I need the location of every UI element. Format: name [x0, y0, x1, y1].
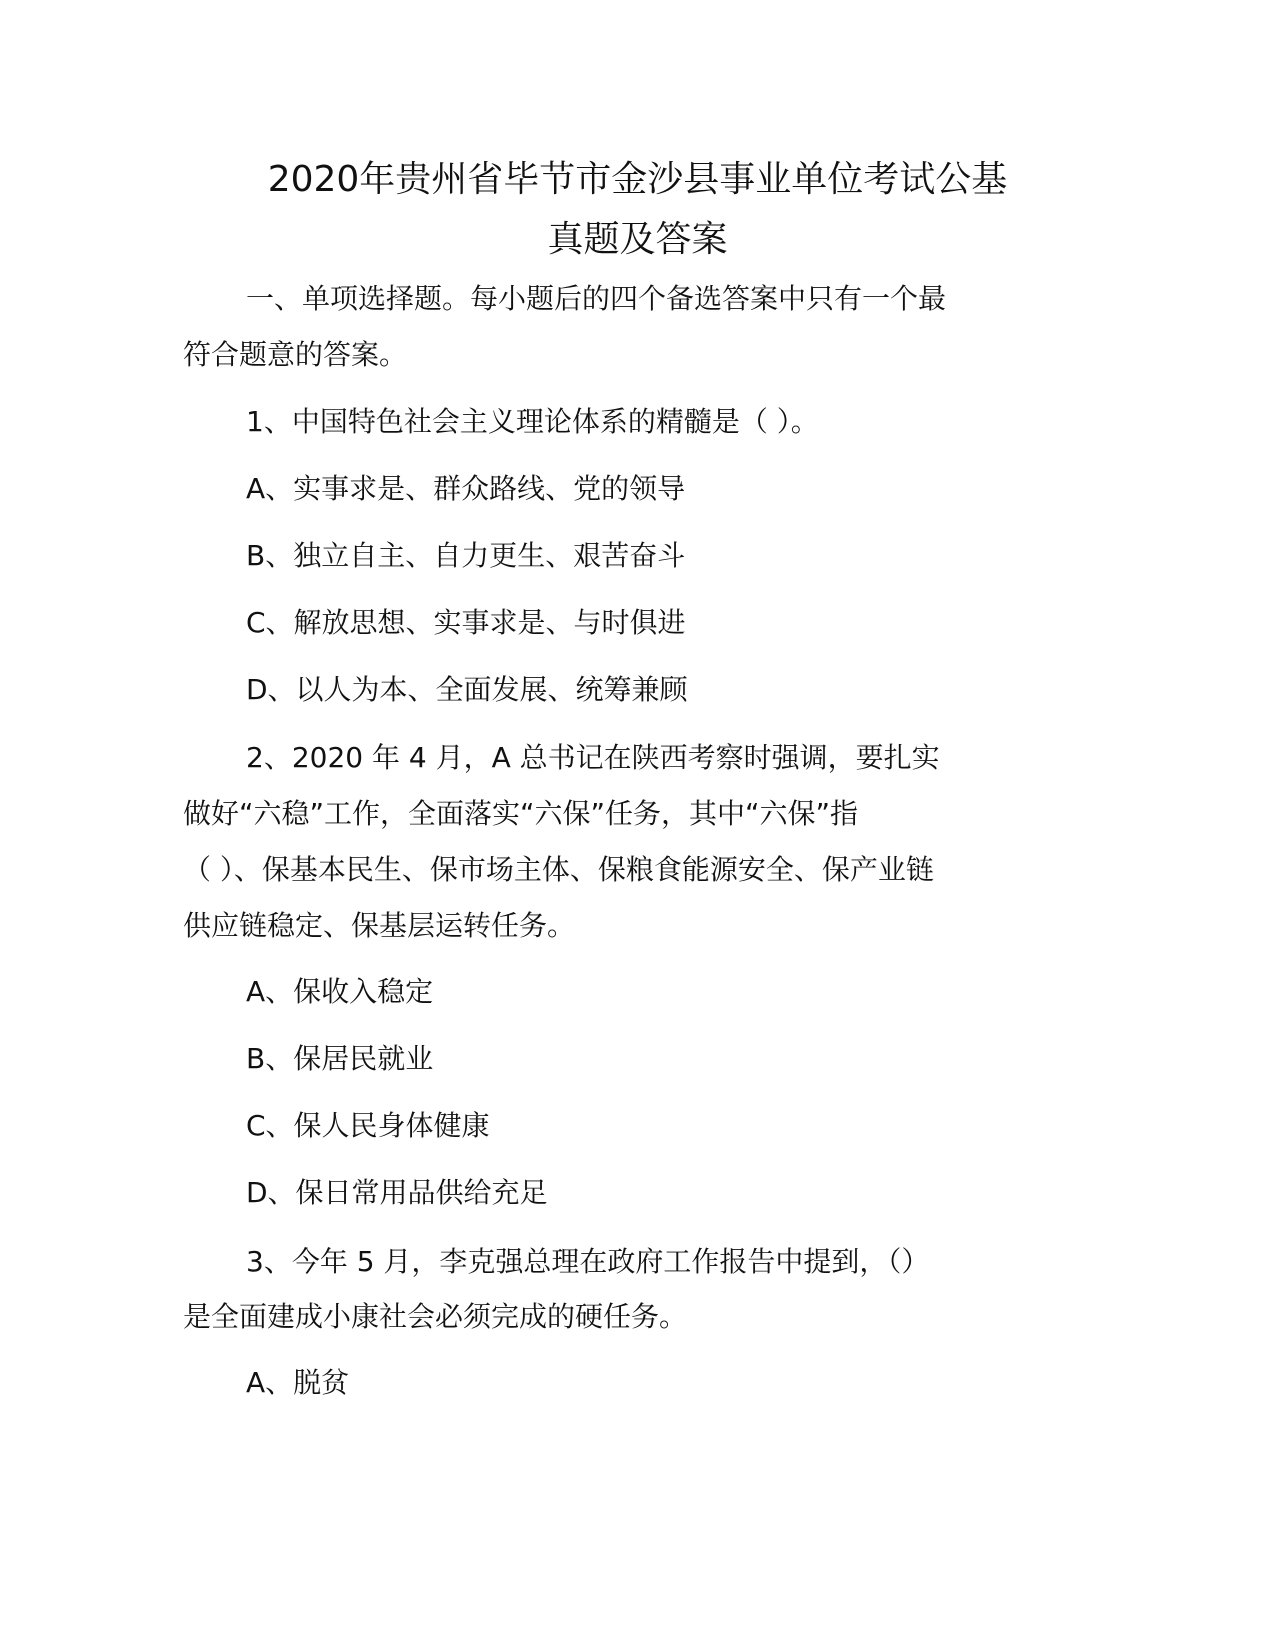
question-1-option-a: A、实事求是、群众路线、党的领导 [246, 472, 686, 505]
title-line-2: 真题及答案 [547, 219, 728, 260]
question-1-option-d: D、以人为本、全面发展、统筹兼顾 [246, 673, 688, 706]
intro-line-2: 符合题意的答案。 [183, 338, 408, 371]
question-2-line-4: 供应链稳定、保基层运转任务。 [183, 909, 576, 942]
question-2-line-3: （ ）、保基本民生、保市场主体、保粮食能源安全、保产业链 [183, 853, 934, 886]
question-2-line-1: 2、2020 年 4 月，A 总书记在陕西考察时强调，要扎实 [246, 741, 940, 774]
question-2-option-d: D、保日常用品供给充足 [246, 1176, 548, 1209]
question-3-line-2: 是全面建成小康社会必须完成的硬任务。 [183, 1300, 688, 1333]
question-3-option-a: A、脱贫 [246, 1366, 350, 1399]
document-title [150, 150, 1125, 270]
question-1: 1、中国特色社会主义理论体系的精髓是（ ）。 [246, 405, 819, 438]
question-2-option-a: A、保收入稳定 [246, 975, 434, 1008]
intro-line-1: 一、单项选择题。每小题后的四个备选答案中只有一个最 [246, 282, 947, 315]
question-3-line-1: 3、今年 5 月，李克强总理在政府工作报告中提到，（） [246, 1245, 930, 1278]
question-1-option-c: C、解放思想、实事求是、与时俱进 [246, 606, 686, 639]
title-line-1: 2020年贵州省毕节市金沙县事业单位考试公基 [267, 159, 1008, 200]
question-1-option-b: B、独立自主、自力更生、艰苦奋斗 [246, 539, 686, 572]
question-2-line-2: 做好“六稳”工作，全面落实“六保”任务，其中“六保”指 [183, 797, 859, 830]
question-2-option-b: B、保居民就业 [246, 1042, 434, 1075]
question-2-option-c: C、保人民身体健康 [246, 1109, 490, 1142]
